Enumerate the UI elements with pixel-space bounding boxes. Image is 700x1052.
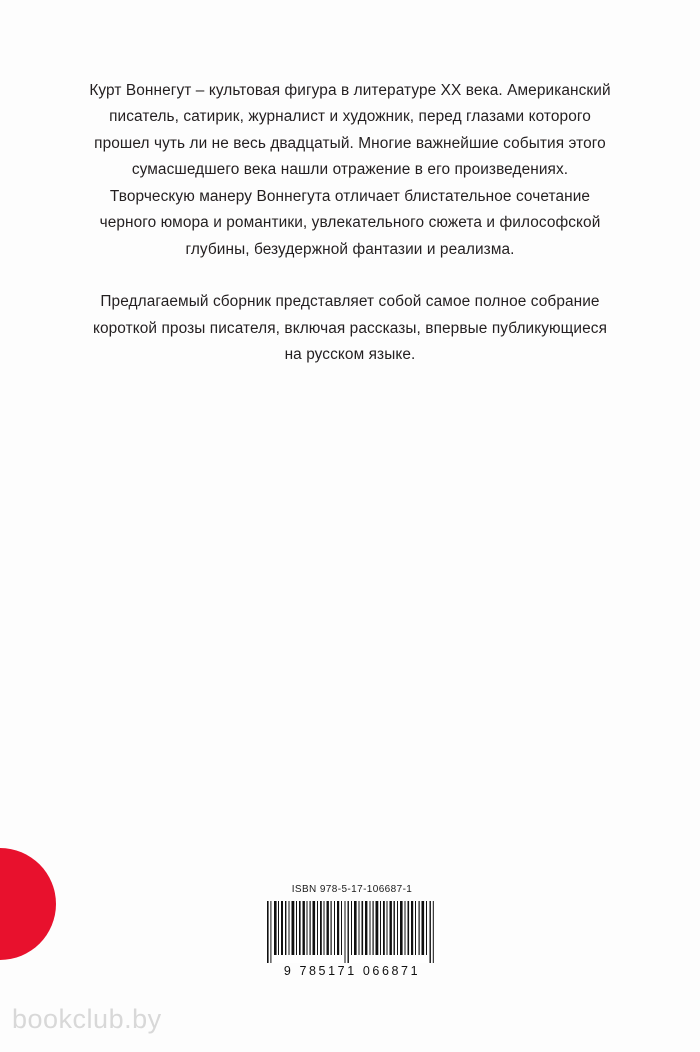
barcode-area: [262, 884, 442, 978]
barcode-digits: 9 785171 066871: [283, 964, 421, 978]
blurb-paragraph-2: Предлагаемый сборник представляет собой самое полное собрание короткой прозы писателя, включая рассказы, впервые публикующиеся на русском языке.: [92, 293, 608, 364]
watermark-bookclub: bookclub.by: [12, 1004, 162, 1034]
blurb-text-block: [88, 78, 612, 369]
red-circle-decoration: [0, 848, 56, 960]
blurb-paragraph-1: Курт Воннегут – культовая фигура в литературе XX века. Американский писатель, сатирик, журналист и художник, перед глазами которого прошел чуть ли не весь двадцатый. Многие важнейшие события этого сумасшедшего века нашли отражение в его произведениях. Творческую манеру Воннегута отличает блистательное сочетание черного юмора и романтики, увлекательного сюжета и философской глубины, безудержной фантазии и реализма.: [89, 82, 611, 258]
barcode-image: [264, 901, 440, 963]
isbn-label: ISBN 978-5-17-106687-1: [291, 884, 413, 895]
